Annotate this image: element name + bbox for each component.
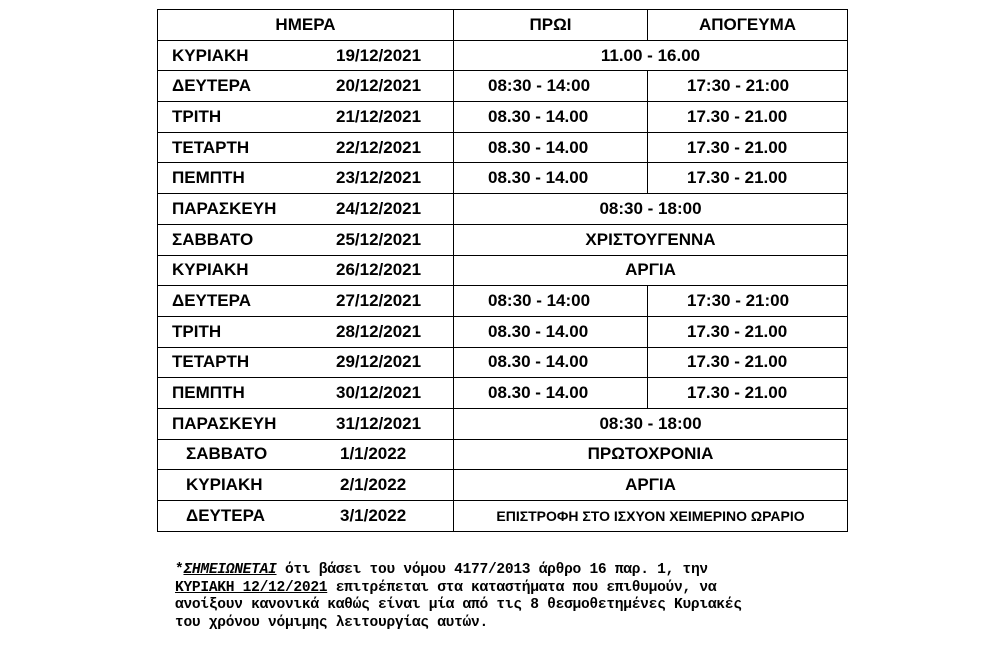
table-row: [158, 132, 848, 163]
table-row: [158, 255, 848, 286]
note-lead: ΣΗΜΕΙΩΝΕΤΑΙ: [183, 562, 277, 578]
table-row: [158, 316, 848, 347]
hours-span-cell: 11.00 - 16.00: [454, 40, 848, 71]
day-date: 1/1/2022: [340, 444, 407, 464]
header-afternoon: ΑΠΟΓΕΥΜΑ: [648, 10, 848, 41]
hours-span-cell: ΠΡΩΤΟΧΡΟΝΙΑ: [454, 439, 848, 470]
day-cell: [158, 163, 454, 194]
morning-hours-cell: 08.30 - 14.00: [454, 378, 648, 409]
day-date: 29/12/2021: [336, 352, 422, 372]
afternoon-hours-cell: 17.30 - 21.00: [648, 163, 848, 194]
table-row: [158, 470, 848, 501]
note-line-4: του χρόνου νόμιμης λειτουργίας αυτών.: [175, 614, 488, 631]
afternoon-hours-cell: 17.30 - 21.00: [648, 347, 848, 378]
day-date: 22/12/2021: [336, 137, 422, 157]
day-name: ΔΕΥΤΕΡΑ: [172, 76, 251, 96]
table-row: [158, 378, 848, 409]
table-row: [158, 501, 848, 532]
hours-span-cell: ΑΡΓΙΑ: [454, 470, 848, 501]
note-line-1: *ΣΗΜΕΙΩΝΕΤΑΙ ότι βάσει του νόμου 4177/2013 άρθρο 16 παρ. 1, την: [175, 562, 708, 578]
morning-hours-cell: 08.30 - 14.00: [454, 347, 648, 378]
day-name: ΠΕΜΠΤΗ: [172, 168, 245, 188]
afternoon-hours-cell: 17.30 - 21.00: [648, 132, 848, 163]
day-date: 19/12/2021: [336, 45, 422, 65]
day-cell: [158, 71, 454, 102]
day-cell: [158, 102, 454, 133]
day-date: 24/12/2021: [336, 198, 422, 218]
table-row: [158, 102, 848, 133]
day-cell: [158, 316, 454, 347]
day-cell: [158, 132, 454, 163]
header-row: [158, 10, 848, 41]
hours-span-cell: ΕΠΙΣΤΡΟΦΗ ΣΤΟ ΙΣΧΥΟΝ ΧΕΙΜΕΡΙΝΟ ΩΡΑΡΙΟ: [454, 501, 848, 532]
hours-span-cell: ΑΡΓΙΑ: [454, 255, 848, 286]
day-date: 20/12/2021: [336, 76, 422, 96]
day-name: ΔΕΥΤΕΡΑ: [186, 505, 265, 525]
morning-hours-cell: 08.30 - 14.00: [454, 163, 648, 194]
table-row: [158, 408, 848, 439]
day-cell: [158, 408, 454, 439]
day-cell: [158, 347, 454, 378]
hours-span-cell: 08:30 - 18:00: [454, 408, 848, 439]
morning-hours-cell: 08:30 - 14:00: [454, 286, 648, 317]
day-date: 3/1/2022: [340, 505, 407, 525]
note-line-3: ανοίξουν κανονικά καθώς είναι μία από τις 8 θεσμοθετημένες Κυριακές: [175, 597, 742, 613]
morning-hours-cell: 08.30 - 14.00: [454, 132, 648, 163]
table-row: [158, 347, 848, 378]
day-name: ΤΡΙΤΗ: [172, 106, 222, 126]
table-row: [158, 439, 848, 470]
table-row: [158, 286, 848, 317]
schedule-table: [157, 9, 848, 532]
day-name: ΤΕΤΑΡΤΗ: [172, 352, 250, 372]
table-row: [158, 71, 848, 102]
day-date: 23/12/2021: [336, 168, 422, 188]
afternoon-hours-cell: 17:30 - 21:00: [648, 286, 848, 317]
day-cell: [158, 470, 454, 501]
morning-hours-cell: 08.30 - 14.00: [454, 316, 648, 347]
afternoon-hours-cell: 17:30 - 21:00: [648, 71, 848, 102]
afternoon-hours-cell: 17.30 - 21.00: [648, 102, 848, 133]
afternoon-hours-cell: 17.30 - 21.00: [648, 378, 848, 409]
day-cell: [158, 194, 454, 225]
day-cell: [158, 286, 454, 317]
table-row: [158, 163, 848, 194]
day-date: 25/12/2021: [336, 229, 422, 249]
hours-span-cell: ΧΡΙΣΤΟΥΓΕΝΝΑ: [454, 224, 848, 255]
day-name: ΤΕΤΑΡΤΗ: [172, 137, 250, 157]
day-cell: [158, 439, 454, 470]
day-date: 30/12/2021: [336, 383, 422, 403]
day-name: ΠΕΜΠΤΗ: [172, 383, 245, 403]
day-date: 2/1/2022: [340, 475, 407, 495]
header-morning: ΠΡΩΙ: [454, 10, 648, 41]
table-row: [158, 40, 848, 71]
day-name: ΚΥΡΙΑΚΗ: [172, 260, 249, 280]
hours-span-cell: 08:30 - 18:00: [454, 194, 848, 225]
day-name: ΔΕΥΤΕΡΑ: [172, 291, 251, 311]
table-row: [158, 194, 848, 225]
day-name: ΠΑΡΑΣΚΕΥΗ: [172, 198, 277, 218]
day-date: 28/12/2021: [336, 321, 422, 341]
header-day: ΗΜΕΡΑ: [158, 10, 454, 41]
day-cell: [158, 224, 454, 255]
day-name: ΠΑΡΑΣΚΕΥΗ: [172, 413, 277, 433]
day-cell: [158, 378, 454, 409]
morning-hours-cell: 08:30 - 14:00: [454, 71, 648, 102]
day-cell: [158, 40, 454, 71]
day-name: ΚΥΡΙΑΚΗ: [186, 475, 263, 495]
day-cell: [158, 501, 454, 532]
day-date: 27/12/2021: [336, 291, 422, 311]
note-sunday: ΚΥΡΙΑΚΗ 12/12/2021: [175, 579, 328, 596]
table-row: [158, 224, 848, 255]
day-date: 21/12/2021: [336, 106, 422, 126]
day-name: ΚΥΡΙΑΚΗ: [172, 45, 249, 65]
day-name: ΣΑΒΒΑΤΟ: [172, 229, 254, 249]
morning-hours-cell: 08.30 - 14.00: [454, 102, 648, 133]
legal-note: [175, 562, 835, 632]
day-name: ΣΑΒΒΑΤΟ: [186, 444, 268, 464]
day-date: 31/12/2021: [336, 413, 422, 433]
day-name: ΤΡΙΤΗ: [172, 321, 222, 341]
day-cell: [158, 255, 454, 286]
note-line-2: ΚΥΡΙΑΚΗ 12/12/2021 επιτρέπεται στα καταστήματα που επιθυμούν, να: [175, 579, 717, 596]
day-date: 26/12/2021: [336, 260, 422, 280]
afternoon-hours-cell: 17.30 - 21.00: [648, 316, 848, 347]
